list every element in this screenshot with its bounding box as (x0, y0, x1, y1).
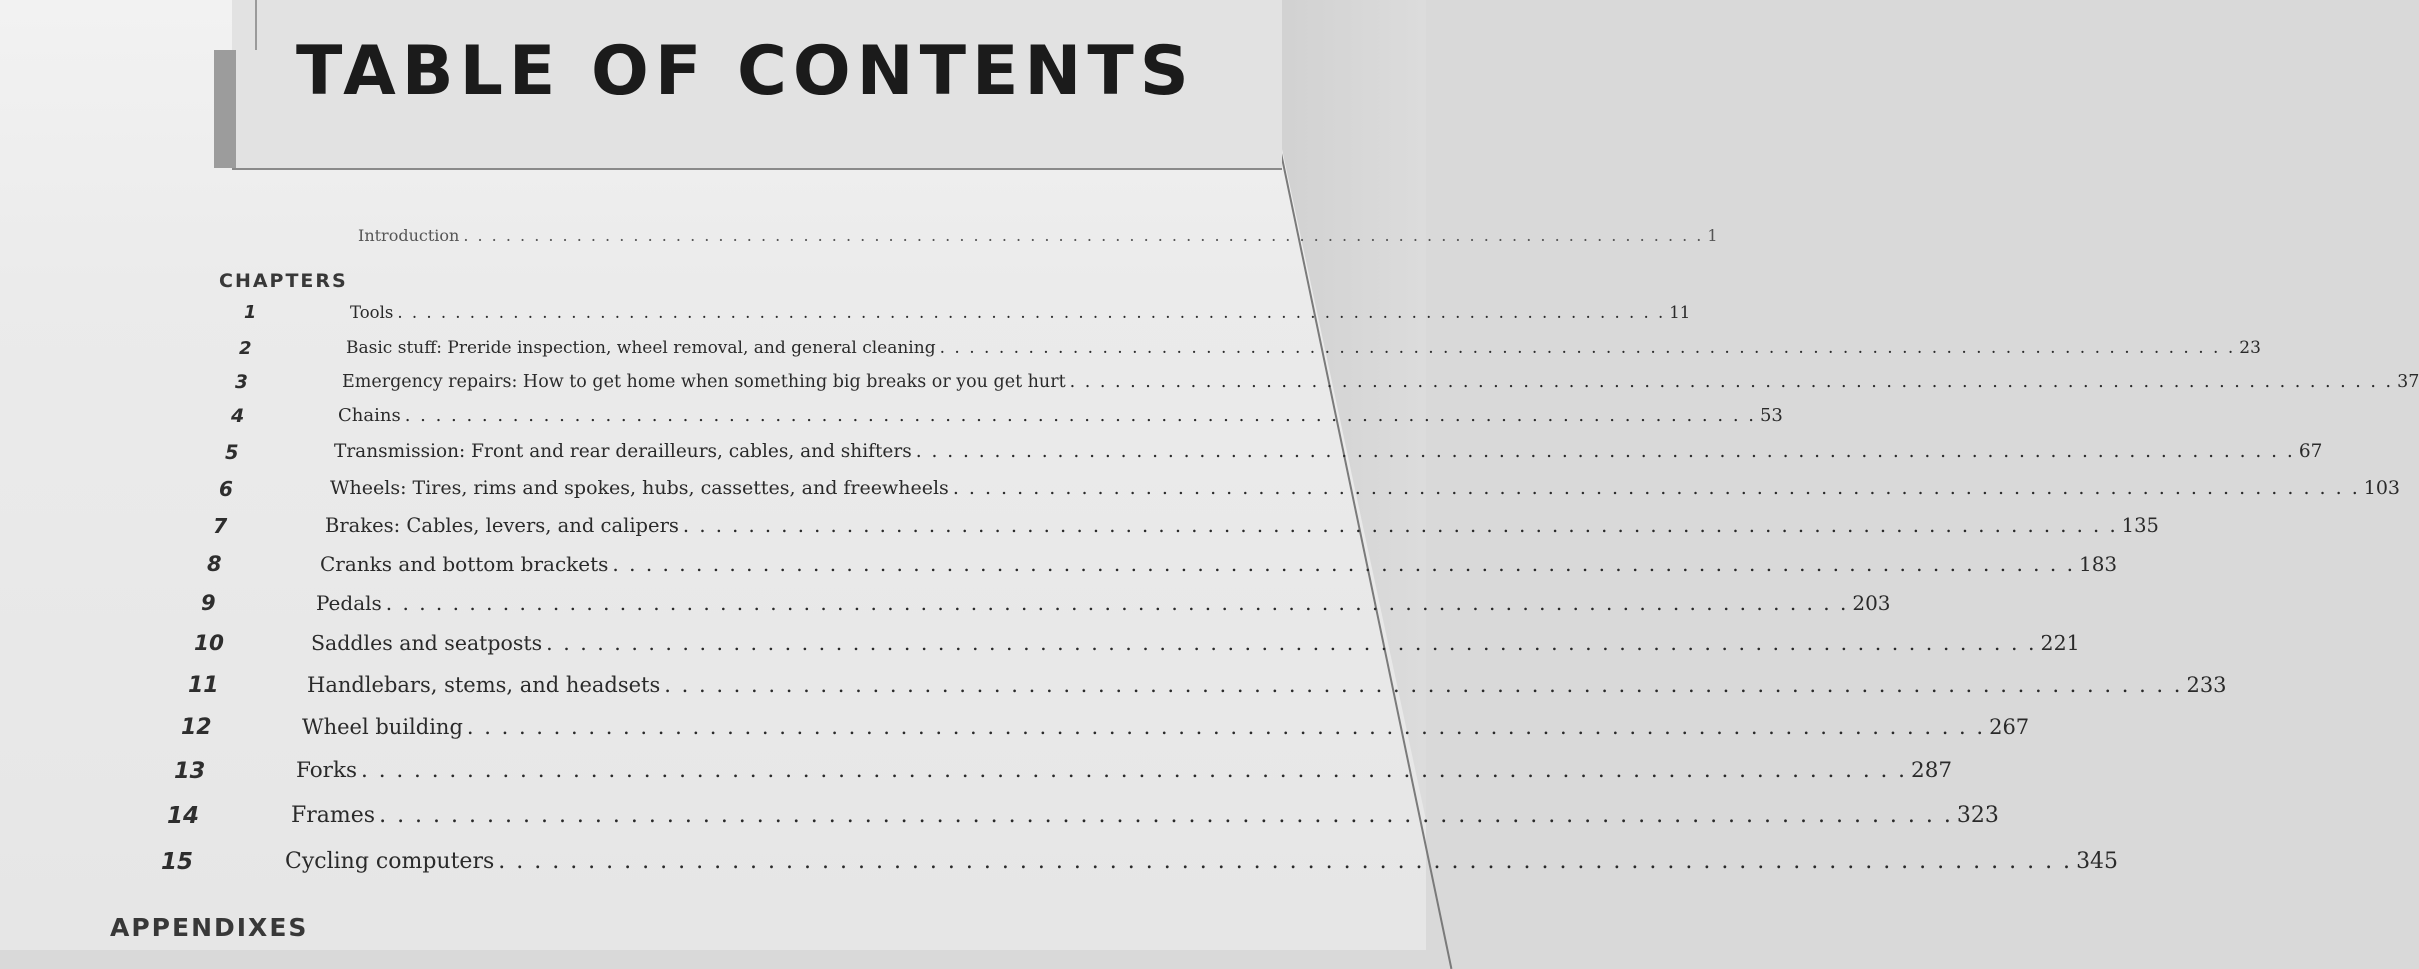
chapter-entry (350, 303, 1691, 322)
chapter-number: 5 (225, 441, 239, 464)
chapter-entry (316, 591, 1891, 615)
chapter-page-number: 267 (1989, 715, 2030, 739)
chapter-title: Wheel building (302, 715, 463, 739)
chapter-title: Tools (350, 303, 394, 322)
chapter-page-number: 53 (1759, 405, 1783, 426)
dot-leader: . . . . . . . . . . . . . . . . . . . . . . . . . . . . . . . . . . . . . . . . . . . . . . . . . . . . . . . . . . . . . . . . . . . . . . . . . . . . . . . . . . . . . . . . (612, 552, 2075, 576)
chapter-entry (342, 372, 2419, 392)
chapter-page-number: 135 (2121, 514, 2159, 537)
chapter-title: Transmission: Front and rear derailleurs, cables, and shifters (334, 441, 912, 462)
chapter-page-number: 203 (1852, 591, 1891, 615)
chapter-row-7[interactable] (0, 514, 2159, 544)
chapter-page-number: 233 (2186, 673, 2227, 697)
dot-leader: . . . . . . . . . . . . . . . . . . . . . . . . . . . . . . . . . . . . . . . . . . . . . . . . . . . . . . . . . . . . . . . . . . . . . . . . . . . . . . . . . . . . . . . . (397, 303, 1666, 322)
chapter-title: Brakes: Cables, levers, and calipers (325, 514, 679, 537)
chapter-number: 14 (167, 803, 200, 829)
dot-leader: . . . . . . . . . . . . . . . . . . . . . . . . . . . . . . . . . . . . . . . . . . . . . . . . . . . . . . . . . . . . . . . . . . . . . . . . . . . . . . . . . . . . . . . . (498, 849, 2073, 874)
dot-leader: . . . . . . . . . . . . . . . . . . . . . . . . . . . . . . . . . . . . . . . . . . . . . . . . . . . . . . . . . . . . . . . . . . . . . . . . . . . . . . . . . . . . . . . . (664, 673, 2183, 697)
chapter-row-1[interactable] (0, 303, 1691, 333)
chapter-number: 12 (181, 715, 212, 740)
chapter-row-4[interactable] (0, 405, 1783, 435)
title-accent-bar (214, 50, 236, 168)
chapter-number: 10 (194, 631, 224, 656)
chapter-title: Emergency repairs: How to get home when something big breaks or you get hurt (342, 372, 1066, 392)
chapter-number: 11 (188, 673, 219, 698)
chapter-row-10[interactable] (0, 631, 2080, 661)
dot-leader: . . . . . . . . . . . . . . . . . . . . . . . . . . . . . . . . . . . . . . . . . . . . . . . . . . . . . . . . . . . . . . . . . . . . . . . . . . . . . . . . . . . . . . . . (682, 514, 2118, 537)
dot-leader: . . . . . . . . . . . . . . . . . . . . . . . . . . . . . . . . . . . . . . . . . . . . . . . . . . . . . . . . . . . . . . . . . . . . . . . . . . . . . . . . . . . . . . . . (939, 338, 2236, 358)
chapter-entry (285, 849, 2119, 874)
chapter-title: Chains (338, 405, 401, 426)
chapter-title: Frames (291, 803, 376, 828)
page-title: TABLE OF CONTENTS (296, 32, 1195, 111)
chapter-page-number: 287 (1911, 758, 1953, 783)
chapter-entry (291, 803, 1999, 828)
chapter-entry (338, 405, 1783, 426)
chapter-title: Wheels: Tires, rims and spokes, hubs, cassettes, and freewheels (330, 477, 949, 499)
chapter-number: 9 (201, 591, 216, 615)
chapter-page-number: 345 (2076, 849, 2119, 874)
chapter-title: Saddles and seatposts (311, 631, 543, 655)
chapter-title: Forks (296, 758, 358, 783)
dot-leader: . . . . . . . . . . . . . . . . . . . . . . . . . . . . . . . . . . . . . . . . . . . . . . . . . . . . . . . . . . . . . . . . . . . . . . . . . . . . . . . . . . . . . . . . (546, 631, 2037, 655)
chapter-number: 3 (235, 372, 248, 393)
dot-leader: . . . . . . . . . . . . . . . . . . . . . . . . . . . . . . . . . . . . . . . . . . . . . . . . . . . . . . . . . . . . . . . . . . . . . . . . . . . . . . . . . . . . . . . . (379, 803, 1953, 828)
chapter-entry (302, 715, 2030, 739)
chapter-row-13[interactable] (0, 758, 1953, 788)
appendixes-heading: APPENDIXES (110, 913, 309, 942)
chapter-entry (311, 631, 2080, 655)
chapter-number: 13 (174, 758, 206, 784)
chapter-entry (320, 552, 2118, 576)
chapter-number: 2 (239, 338, 252, 359)
chapter-page-number: 323 (1956, 803, 1999, 828)
chapter-row-15[interactable] (0, 849, 2119, 879)
chapter-number: 4 (231, 405, 245, 427)
chapter-number: 1 (244, 303, 257, 323)
chapter-row-2[interactable] (0, 338, 2261, 368)
chapter-number: 15 (161, 849, 194, 875)
chapter-row-8[interactable] (0, 552, 2118, 582)
dot-leader: . . . . . . . . . . . . . . . . . . . . . . . . . . . . . . . . . . . . . . . . . . . . . . . . . . . . . . . . . . . . . . . . . . . . . . . . . . . . . . . . . . . . . . . . (404, 405, 1756, 426)
dot-leader: . . . . . . . . . . . . . . . . . . . . . . . . . . . . . . . . . . . . . . . . . . . . . . . . . . . . . . . . . . . . . . . . . . . . . . . . . . . . . . . . . . . . . . . . (915, 441, 2295, 462)
chapter-row-11[interactable] (0, 673, 2227, 703)
chapter-entry (296, 758, 1953, 783)
chapter-row-14[interactable] (0, 803, 1999, 833)
chapter-title: Pedals (316, 591, 382, 615)
chapter-entry (346, 338, 2261, 358)
dot-leader: . . . . . . . . . . . . . . . . . . . . . . . . . . . . . . . . . . . . . . . . . . . . . . . . . . . . . . . . . . . . . . . . . . . . . . . . . . . . . . . . . . . . . . . . (1069, 372, 2394, 392)
dot-leader: . . . . . . . . . . . . . . . . . . . . . . . . . . . . . . . . . . . . . . . . . . . . . . . . . . . . . . . . . . . . . . . . . . . . . . . . . . . . . . . . . . . . . . . . (385, 591, 1849, 615)
chapter-entry (307, 673, 2227, 697)
chapter-page-number: 23 (2239, 338, 2261, 358)
chapter-title: Basic stuff: Preride inspection, wheel removal, and general cleaning (346, 338, 936, 358)
dot-leader: . . . . . . . . . . . . . . . . . . . . . . . . . . . . . . . . . . . . . . . . . . . . . . . . . . . . . . . . . . . . . . . . . . . . . . . . . . . . . . . . . . . . . . . . (466, 715, 1986, 739)
chapter-title: Cranks and bottom brackets (320, 552, 609, 576)
chapter-entry (325, 514, 2159, 537)
intro-label: Introduction (358, 226, 460, 245)
chapter-entry (334, 441, 2323, 462)
chapter-number: 8 (207, 552, 222, 576)
chapter-row-12[interactable] (0, 715, 2030, 745)
chapter-page-number: 183 (2078, 552, 2118, 576)
chapter-title: Cycling computers (285, 849, 495, 874)
chapter-page-number: 103 (2363, 477, 2400, 499)
chapter-row-6[interactable] (0, 477, 2400, 507)
intro-page-number: 1 (1707, 226, 1718, 245)
chapter-number: 6 (219, 477, 233, 501)
chapter-entry (330, 477, 2400, 499)
chapter-number: 7 (213, 514, 228, 538)
chapter-row-3[interactable] (0, 372, 2419, 402)
dot-leader: . . . . . . . . . . . . . . . . . . . . . . . . . . . . . . . . . . . . . . . . . . . . . . . . . . . . . . . . . . . . . . . . . . . . . . . . . . . . . . . . . . . . . . . . (463, 226, 1704, 245)
chapter-title: Handlebars, stems, and headsets (307, 673, 661, 697)
toc-intro-row[interactable] (358, 226, 1718, 252)
chapters-heading: CHAPTERS (219, 270, 348, 292)
chapter-row-5[interactable] (0, 441, 2323, 471)
title-banner-border (255, 0, 257, 50)
dot-leader: . . . . . . . . . . . . . . . . . . . . . . . . . . . . . . . . . . . . . . . . . . . . . . . . . . . . . . . . . . . . . . . . . . . . . . . . . . . . . . . . . . . . . . . . (952, 477, 2360, 499)
chapter-page-number: 221 (2040, 631, 2080, 655)
chapter-page-number: 11 (1669, 303, 1691, 322)
dot-leader: . . . . . . . . . . . . . . . . . . . . . . . . . . . . . . . . . . . . . . . . . . . . . . . . . . . . . . . . . . . . . . . . . . . . . . . . . . . . . . . . . . . . . . . . (361, 758, 1908, 783)
chapter-row-9[interactable] (0, 591, 1891, 621)
chapter-page-number: 67 (2298, 441, 2323, 462)
chapter-page-number: 37 (2397, 372, 2419, 392)
